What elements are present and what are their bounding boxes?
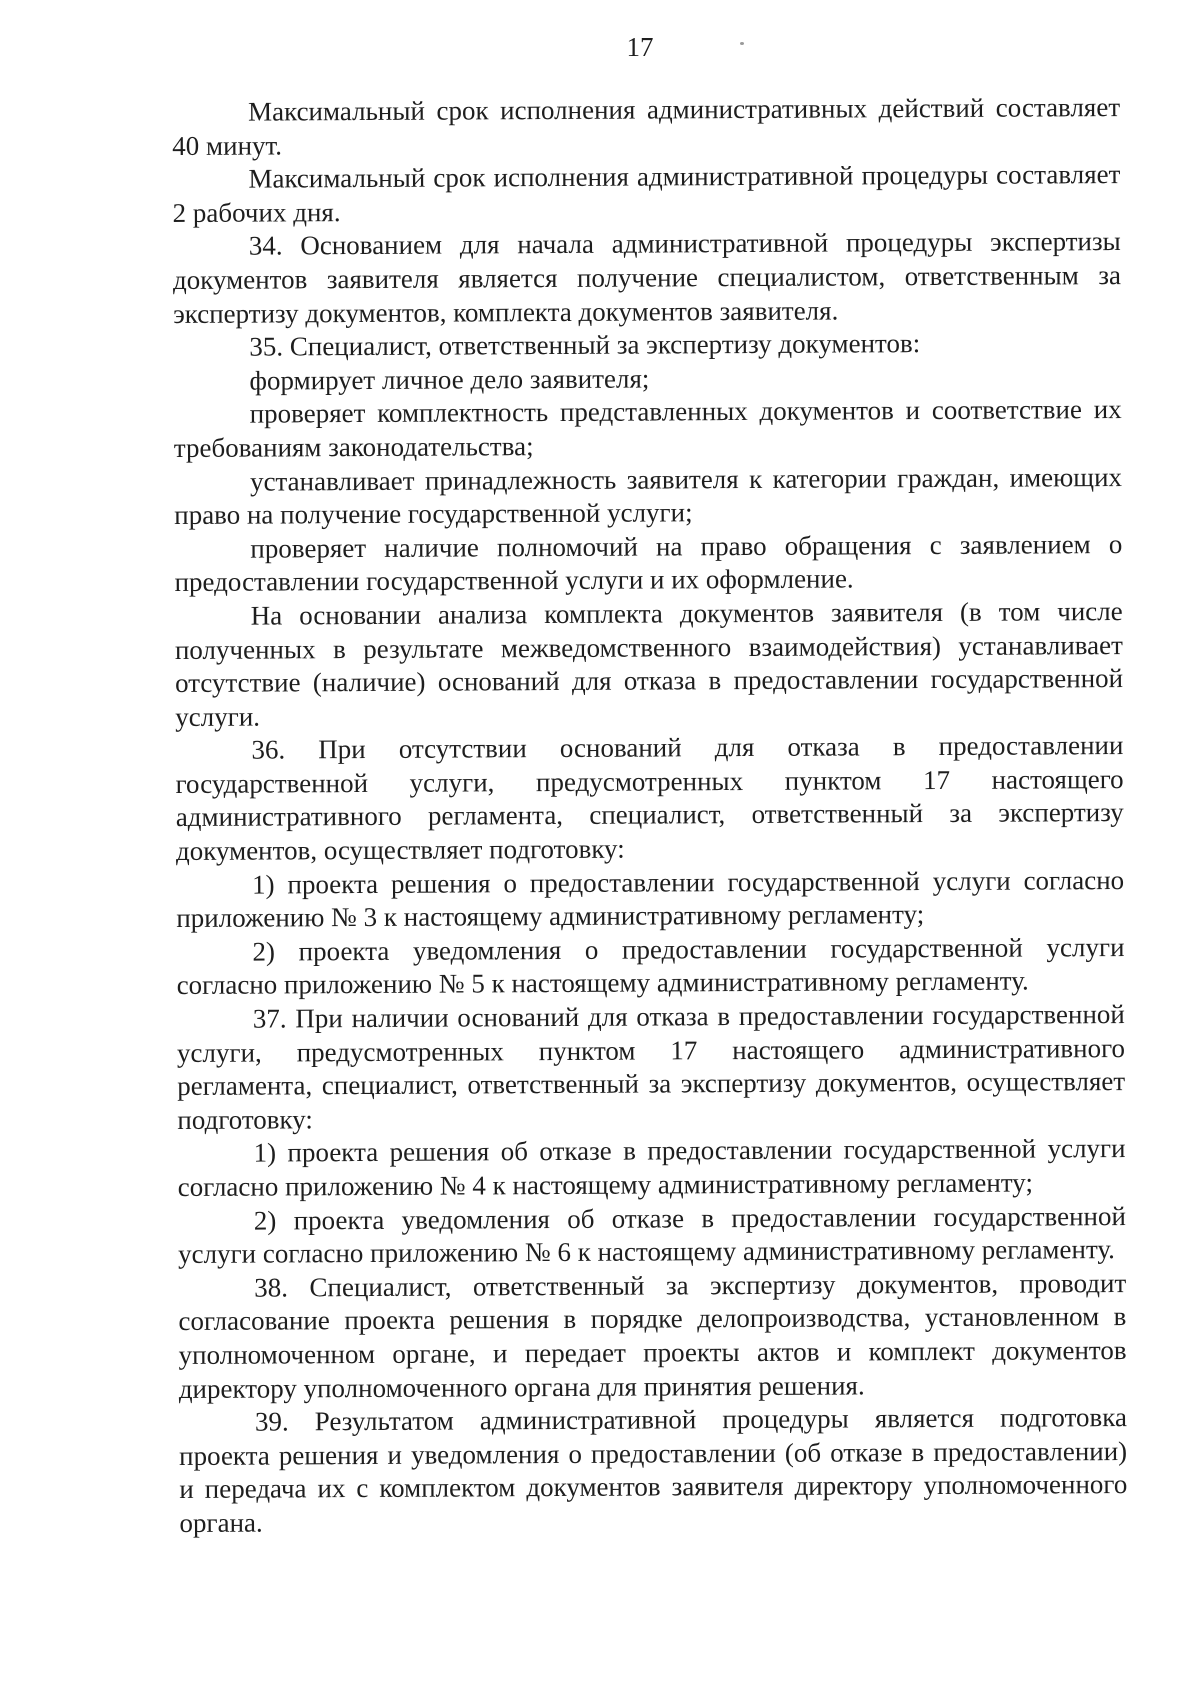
paragraph-36: 36. При отсутствии оснований для отказа в предоставлении государственной услуги, предусмотренных пунктом 17 настоящего административного регламента, специалист, ответственный за экспертизу документов, осуществляет подготовку:	[175, 730, 1124, 867]
paragraph-35-analysis: На основании анализа комплекта документов заявителя (в том числе полученных в результате межведомственного взаимодействия) устанавливает отсутствие (наличие) оснований для отказа в предоставлении государственной услуги.	[174, 595, 1124, 732]
paragraph-35-item-1: формирует личное дело заявителя;	[249, 363, 650, 396]
paragraph-35-item-4: проверяет наличие полномочий на право обращения с заявлением о предоставлении государственной услуги и их оформление.	[174, 528, 1123, 598]
paragraph-36-item-2: 2) проекта уведомления о предоставлении государственной услуги согласно приложению № 5 к настоящему административному регламенту.	[176, 931, 1125, 1001]
paragraph-37-item-1: 1) проекта решения об отказе в предоставлении государственной услуги согласно приложению № 4 к настоящему административному регламенту;	[177, 1133, 1126, 1202]
paragraph-max-time-actions: Максимальный срок исполнения административных действий составляет 40 минут.	[172, 92, 1121, 161]
paragraph-38: 38. Специалист, ответственный за экспертизу документов, проводит согласование проекта решения в порядке делопроизводства, установленном в уполномоченном органе, и передает проекты актов и комплект документов директору уполномоченного органа для принятия решения.	[178, 1267, 1127, 1404]
document-body	[172, 91, 1128, 1540]
page-number: 17	[626, 32, 654, 62]
paragraph-37-item-2: 2) проекта уведомления об отказе в предоставлении государственной услуги согласно приложению № 6 к настоящему административному регламенту.	[177, 1200, 1126, 1270]
scan-speck	[740, 42, 744, 45]
paragraph-max-time-procedure: Максимальный срок исполнения административной процедуры составляет 2 рабочих дня.	[172, 159, 1121, 228]
paragraph-36-item-1: 1) проекта решения о предоставлении государственной услуги согласно приложению № 3 к настоящему административному регламенту;	[176, 864, 1125, 934]
paragraph-35-item-3: устанавливает принадлежность заявителя к категории граждан, имеющих право на получение государственной услуги;	[174, 461, 1123, 531]
paragraph-37: 37. При наличии оснований для отказа в предоставлении государственной услуги, предусмотренных пунктом 17 настоящего административного регламента, специалист, ответственный за экспертизу документов, осуществляет подготовку:	[176, 999, 1126, 1135]
paragraph-35-item-2: проверяет комплектность представленных документов и соответствие их требованиям законодательства;	[173, 394, 1122, 463]
paragraph-35: 35. Специалист, ответственный за экспертизу документов:	[249, 328, 921, 362]
paragraph-39: 39. Результатом административной процедуры является подготовка проекта решения и уведомления о предоставлении (об отказе в предоставлении) и передача их с комплектом документов заявителя директору уполномоченного органа.	[179, 1402, 1128, 1538]
paragraph-34: 34. Основанием для начала административной процедуры экспертизы документов заявителя является получение специалистом, ответственным за экспертизу документов, комплекта документов заявителя.	[172, 226, 1122, 329]
